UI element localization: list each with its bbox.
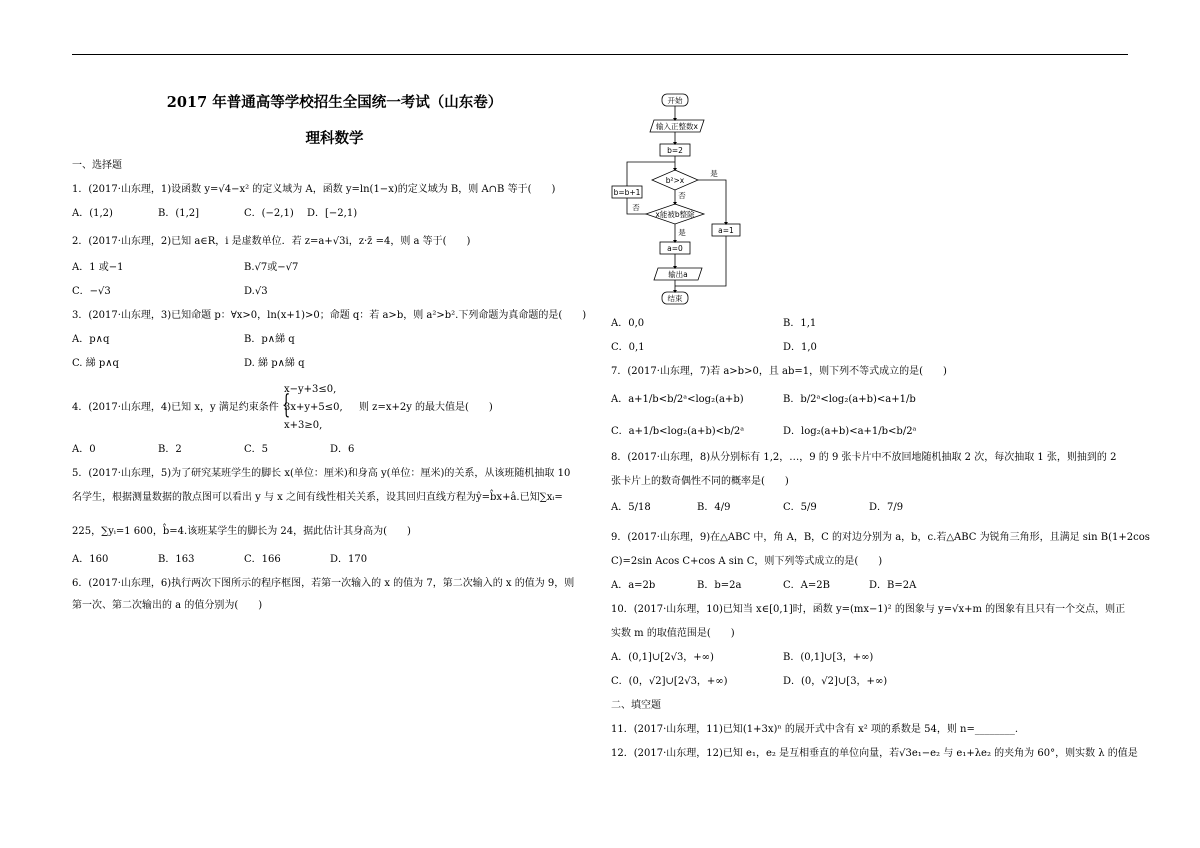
top-rule: [72, 54, 1128, 55]
flow-label: 否: [632, 203, 640, 212]
exam-subtitle: 理科数学: [305, 130, 364, 147]
option: B．(1,2]: [158, 208, 200, 219]
question-8-cont: 张卡片上的数奇偶性不同的概率是( ): [611, 476, 789, 487]
constraint: x+3≥0,: [284, 420, 323, 431]
question-12: 12．(2017·山东理，12)已知 e₁，e₂ 是互相垂直的单位向量，若√3e₁−e₂ 与 e₁+λe₂ 的夹角为 60°，则实数 λ 的值是: [611, 748, 1138, 759]
option: C．0,1: [611, 342, 645, 353]
flow-label: 是: [678, 228, 686, 237]
question-10: 10．(2017·山东理，10)已知当 x∈[0,1]时，函数 y=(mx−1)² 的图象与 y=√x+m 的图象有且只有一个交点，则正: [611, 604, 1126, 615]
option: D．log₂(a+b)<a+1/b<b/2ᵃ: [783, 426, 917, 437]
option: C．a+1/b<log₂(a+b)<b/2ᵃ: [611, 426, 745, 437]
option: D．170: [330, 554, 368, 565]
flow-label: 是: [710, 169, 718, 178]
option: C. 綈 p∧q: [72, 358, 119, 369]
brace: {: [282, 390, 291, 420]
option: A．0: [72, 444, 96, 455]
flow-text: x能被b整除: [655, 210, 695, 219]
option: A．0,0: [611, 318, 645, 329]
flow-text: a=0: [667, 244, 683, 253]
question-10-cont: 实数 m 的取值范围是( ): [611, 628, 735, 639]
option: C．(0，√2]∪[2√3，+∞): [611, 676, 728, 687]
question-7: 7．(2017·山东理，7)若 a>b>0，且 ab=1，则下列不等式成立的是( ): [611, 366, 947, 377]
section-heading: 一、选择题: [72, 160, 122, 171]
option: D．7/9: [869, 502, 904, 513]
option: B．2: [158, 444, 182, 455]
option: B．p∧綈 q: [244, 334, 295, 345]
option: B．b/2ᵃ<log₂(a+b)<a+1/b: [783, 394, 916, 405]
option: A．a+1/b<b/2ᵃ<log₂(a+b): [611, 394, 744, 405]
question-6-cont: 第一次、第二次输出的 a 的值分别为( ): [72, 600, 263, 611]
option: D. 綈 p∧綈 q: [244, 358, 305, 369]
question-4-target: 则 z=x+2y 的最大值是( ): [359, 402, 493, 413]
program-flowchart: [600, 90, 760, 312]
option: A．160: [72, 554, 109, 565]
option: B．(0,1]∪[3，+∞): [783, 652, 874, 663]
right-column: [611, 310, 1150, 770]
question-3: 3．(2017·山东理，3)已知命题 p：∀x>0，ln(x+1)>0；命题 q：若 a>b，则 a²>b².下列命题为真命题的是( ): [72, 310, 587, 321]
flow-text: 结束: [667, 294, 683, 303]
option: C．5/9: [783, 502, 817, 513]
section-heading: 二、填空题: [611, 700, 661, 711]
option: C．(−2,1): [244, 208, 294, 219]
question-1: 1．(2017·山东理，1)设函数 y=√4−x² 的定义域为 A，函数 y=ln(1−x)的定义域为 B，则 A∩B 等于( ): [72, 184, 556, 195]
question-5-cont: 名学生，根据测量数据的散点图可以看出 y 与 x 之间有线性相关关系，设其回归直线方程为ŷ=b̂x+â.已知∑xᵢ=: [72, 492, 563, 503]
flow-text: b=2: [667, 146, 683, 155]
exam-title: 2017 年普通高等学校招生全国统一考试（山东卷）: [166, 94, 503, 111]
option: A．5/18: [611, 502, 651, 513]
option: B．b=2a: [697, 580, 742, 591]
option: A．1 或−1: [72, 262, 124, 273]
flow-text: a=1: [718, 226, 734, 235]
option: D．B=2A: [869, 580, 917, 591]
option: C．166: [244, 554, 281, 565]
question-5: 5．(2017·山东理，5)为了研究某班学生的脚长 x(单位：厘米)和身高 y(单位：厘米)的关系，从该班随机抽取 10: [72, 468, 571, 479]
constraint: x−y+3≤0,: [284, 384, 337, 395]
flow-text: 开始: [667, 96, 683, 105]
question-6: 6．(2017·山东理，6)执行两次下图所示的程序框图，若第一次输入的 x 的值为 7，第二次输入的 x 的值为 9，则: [72, 578, 575, 589]
option: C．−√3: [72, 286, 111, 297]
question-8: 8．(2017·山东理，8)从分别标有 1,2，…，9 的 9 张卡片中不放回地随机抽取 2 次，每次抽取 1 张，则抽到的 2: [611, 452, 1117, 463]
flow-text: b=b+1: [613, 188, 641, 197]
option: C．5: [244, 444, 269, 455]
constraint: 3x+y+5≤0,: [284, 402, 343, 413]
question-9-cont: C)=2sin Acos C+cos A sin C，则下列等式成立的是( ): [611, 556, 883, 567]
option: A．(1,2): [72, 208, 113, 219]
option: B．4/9: [697, 502, 731, 513]
question-2: 2．(2017·山东理，2)已知 a∈R，i 是虚数单位．若 z=a+√3i，z·z̄ =4，则 a 等于( ): [72, 236, 471, 247]
option: D．6: [330, 444, 355, 455]
flow-text: 输出a: [668, 270, 688, 279]
option: B.√7或−√7: [244, 262, 299, 273]
option: D．[−2,1): [307, 208, 358, 219]
option: A．(0,1]∪[2√3，+∞): [611, 652, 714, 663]
option: A．a=2b: [611, 580, 656, 591]
question-4: 4．(2017·山东理，4)已知 x，y 满足约束条件: [72, 402, 279, 413]
question-9: 9．(2017·山东理，9)在△ABC 中，角 A，B，C 的对边分别为 a，b，c.若△ABC 为锐角三角形，且满足 sin B(1+2cos: [611, 532, 1150, 543]
option: B．1,1: [783, 318, 817, 329]
question-5-cont: 225，∑yᵢ=1 600，b̂=4.该班某学生的脚长为 24，据此估计其身高为( ): [72, 526, 411, 537]
option: B．163: [158, 554, 195, 565]
flow-text: b²>x: [665, 176, 685, 185]
option: D．(0，√2]∪[3，+∞): [783, 676, 888, 687]
option: D．1,0: [783, 342, 817, 353]
left-column: [72, 92, 597, 632]
flow-label: 否: [678, 191, 686, 200]
flow-text: 输入正整数x: [656, 122, 698, 131]
option: D.√3: [244, 286, 268, 297]
question-11: 11．(2017·山东理，11)已知(1+3x)ⁿ 的展开式中含有 x² 项的系数是 54，则 n=________.: [611, 724, 1019, 735]
option: A．p∧q: [72, 334, 110, 345]
option: C．A=2B: [783, 580, 830, 591]
